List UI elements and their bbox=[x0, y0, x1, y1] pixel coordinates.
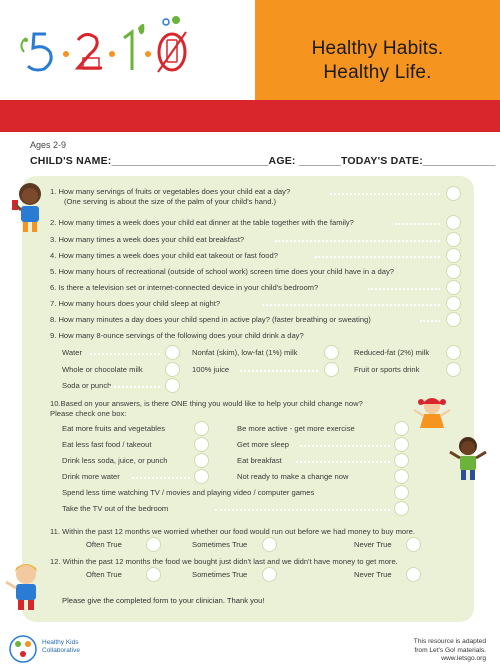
low-fat-milk-circle[interactable] bbox=[324, 345, 339, 360]
change-option: Be more active - get more exercise bbox=[237, 424, 355, 433]
soda-circle[interactable] bbox=[165, 378, 180, 393]
answer-7-circle[interactable] bbox=[446, 296, 461, 311]
juice-circle[interactable] bbox=[324, 362, 339, 377]
question-2: 2. How many times a week does your child eat dinner at the table together with the family? bbox=[50, 218, 354, 227]
option-soda: Soda or punch bbox=[62, 381, 112, 390]
q12-often-circle[interactable] bbox=[146, 567, 161, 582]
question-12: 12. Within the past 12 months the food we bought just didn't last and we didn't have money to get more. bbox=[50, 557, 398, 566]
leader-dots bbox=[215, 509, 390, 511]
question-4: 4. How many times a week does your child eat takeout or fast food? bbox=[50, 251, 278, 260]
change-option-circle[interactable] bbox=[194, 453, 209, 468]
answer-8-circle[interactable] bbox=[446, 312, 461, 327]
change-option-circle[interactable] bbox=[194, 469, 209, 484]
option-reduced-fat-milk: Reduced-fat (2%) milk bbox=[354, 348, 430, 357]
change-option-circle[interactable] bbox=[394, 437, 409, 452]
option-low-fat-milk: Nonfat (skim), low-fat (1%) milk bbox=[192, 348, 298, 357]
leader-dots bbox=[395, 223, 440, 225]
q11-sometimes-circle[interactable] bbox=[262, 537, 277, 552]
age-range-label: Ages 2-9 bbox=[30, 140, 67, 150]
leader-dots bbox=[315, 256, 440, 258]
freq-option: Sometimes True bbox=[192, 540, 248, 549]
change-option-circle[interactable] bbox=[394, 501, 409, 516]
leader-dots bbox=[90, 353, 160, 355]
credit-line2: from Let's Go! materials. bbox=[414, 646, 486, 654]
answer-2-circle[interactable] bbox=[446, 215, 461, 230]
tagline-line1: Healthy Habits. bbox=[311, 38, 444, 59]
header bbox=[0, 0, 500, 100]
question-7: 7. How many hours does your child sleep at night? bbox=[50, 299, 221, 308]
change-option: Spend less time watching TV / movies and playing video / computer games bbox=[62, 488, 315, 497]
leader-dots bbox=[420, 320, 440, 322]
water-circle[interactable] bbox=[165, 345, 180, 360]
hkc-name bbox=[42, 639, 80, 655]
sports-drink-circle[interactable] bbox=[446, 362, 461, 377]
freq-option: Never True bbox=[354, 540, 392, 549]
question-3: 3. How many times a week does your child eat breakfast? bbox=[50, 235, 245, 244]
q11-never-circle[interactable] bbox=[406, 537, 421, 552]
5210-logo bbox=[16, 14, 246, 84]
leader-dots bbox=[110, 386, 160, 388]
hkc-name-line1: Healthy Kids bbox=[42, 639, 79, 646]
hkc-name-line2: Collaborative bbox=[42, 647, 80, 654]
hkc-logo-icon bbox=[8, 634, 38, 664]
change-option: Eat more fruits and vegetables bbox=[62, 424, 165, 433]
question-8: 8. How many minutes a day does your child spend in active play? (faster breathing or sweating) bbox=[50, 315, 371, 324]
question-10-instruction: Please check one box: bbox=[50, 409, 127, 418]
change-option-circle[interactable] bbox=[394, 421, 409, 436]
change-option-circle[interactable] bbox=[194, 437, 209, 452]
answer-3-circle[interactable] bbox=[446, 232, 461, 247]
option-water: Water bbox=[62, 348, 82, 357]
freq-option: Sometimes True bbox=[192, 570, 248, 579]
q12-sometimes-circle[interactable] bbox=[262, 567, 277, 582]
logo-area bbox=[0, 0, 255, 100]
question-1-note: (One serving is about the size of the palm of your child's hand.) bbox=[64, 197, 277, 206]
change-option: Take the TV out of the bedroom bbox=[62, 504, 169, 513]
credit-note bbox=[414, 638, 486, 664]
boy-waving-illustration bbox=[8, 180, 48, 236]
question-1: 1. How many servings of fruits or vegetables does your child eat a day? bbox=[50, 187, 291, 196]
whole-milk-circle[interactable] bbox=[165, 362, 180, 377]
tagline-line2: Healthy Life. bbox=[323, 62, 432, 83]
leader-dots bbox=[300, 445, 390, 447]
question-10: 10.Based on your answers, is there ONE thing you would like to help your child change now? bbox=[50, 399, 363, 408]
change-option: Drink more water bbox=[62, 472, 120, 481]
child-info-line[interactable]: CHILD'S NAME:__________________________AGE: _______TODAY'S DATE:____________ bbox=[30, 155, 496, 167]
red-divider-bar bbox=[0, 100, 500, 132]
freq-option: Often True bbox=[86, 540, 122, 549]
answer-4-circle[interactable] bbox=[446, 248, 461, 263]
leader-dots bbox=[296, 461, 390, 463]
option-sports-drink: Fruit or sports drink bbox=[354, 365, 420, 374]
leader-dots bbox=[368, 288, 440, 290]
change-option: Drink less soda, juice, or punch bbox=[62, 456, 168, 465]
change-option-circle[interactable] bbox=[194, 421, 209, 436]
credit-url-link[interactable]: www.letsgo.org bbox=[441, 655, 486, 662]
change-option: Eat less fast food / takeout bbox=[62, 440, 152, 449]
change-option-circle[interactable] bbox=[394, 469, 409, 484]
change-option: Not ready to make a change now bbox=[237, 472, 349, 481]
leader-dots bbox=[275, 240, 440, 242]
leader-dots bbox=[132, 477, 190, 479]
answer-1-circle[interactable] bbox=[446, 186, 461, 201]
question-5: 5. How many hours of recreational (outside of school work) screen time does your child have in a day? bbox=[50, 267, 394, 276]
freq-option: Often True bbox=[86, 570, 122, 579]
freq-option: Never True bbox=[354, 570, 392, 579]
change-option: Get more sleep bbox=[237, 440, 289, 449]
question-6: 6. Is there a television set or internet-connected device in your child's bedroom? bbox=[50, 283, 319, 292]
answer-6-circle[interactable] bbox=[446, 280, 461, 295]
blonde-kid-illustration bbox=[2, 560, 48, 612]
change-option: Eat breakfast bbox=[237, 456, 282, 465]
change-option-circle[interactable] bbox=[394, 453, 409, 468]
answer-5-circle[interactable] bbox=[446, 264, 461, 279]
leader-dots bbox=[240, 370, 318, 372]
option-whole-milk: Whole or chocolate milk bbox=[62, 365, 143, 374]
girl-jumping-illustration bbox=[412, 394, 452, 434]
q12-never-circle[interactable] bbox=[406, 567, 421, 582]
change-option-circle[interactable] bbox=[394, 485, 409, 500]
credit-line1: This resource is adapted bbox=[413, 638, 486, 645]
boy-jumping-illustration bbox=[448, 434, 490, 484]
return-instructions: Please give the completed form to your clinician. Thank you! bbox=[62, 596, 265, 605]
leader-dots bbox=[262, 304, 440, 306]
question-11: 11. Within the past 12 months we worried whether our food would run out before we had money to buy more. bbox=[50, 527, 415, 536]
reduced-fat-milk-circle[interactable] bbox=[446, 345, 461, 360]
tagline-banner bbox=[255, 0, 500, 100]
question-9: 9. How many 8-ounce servings of the following does your child drink a day? bbox=[50, 331, 304, 340]
leader-dots bbox=[330, 193, 440, 195]
q11-often-circle[interactable] bbox=[146, 537, 161, 552]
option-juice: 100% juice bbox=[192, 365, 230, 374]
